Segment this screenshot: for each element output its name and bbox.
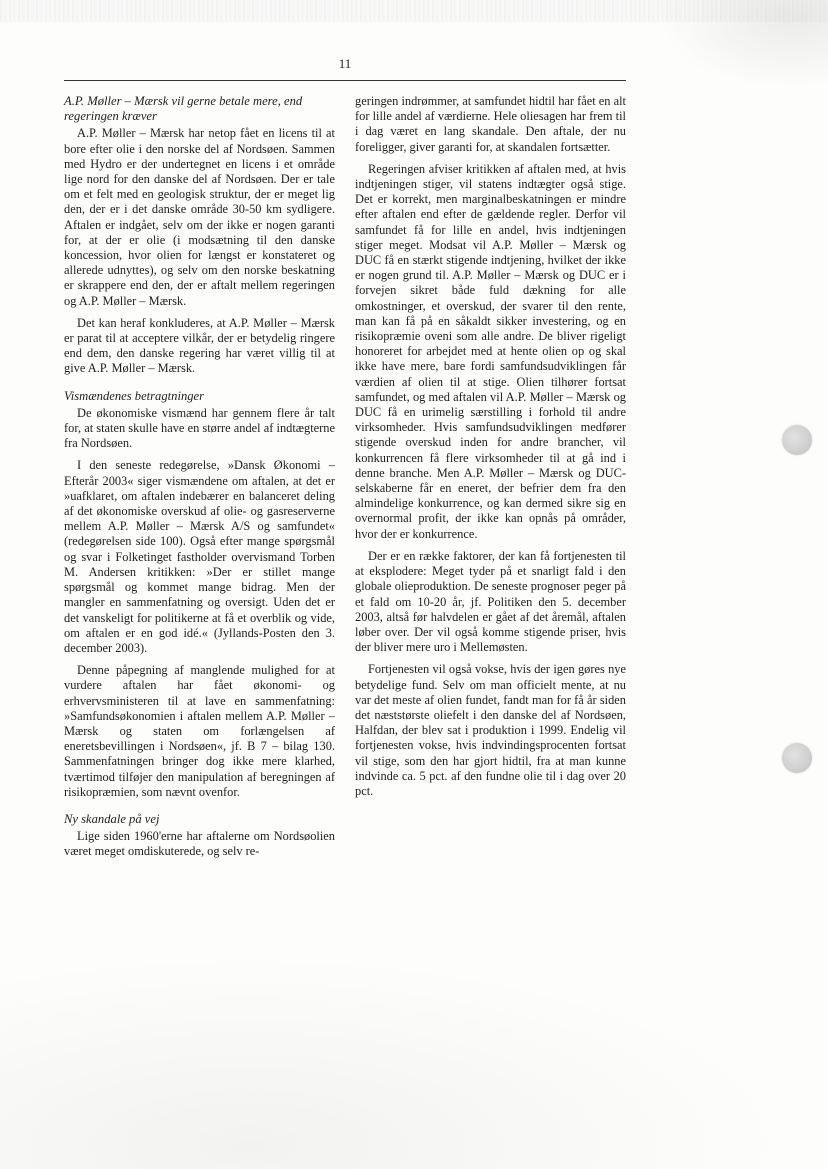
body-paragraph: Regeringen afviser kritikken af aftalen med, at hvis indtjeningen stiger, vil statens indtægter også stige. Det er korrekt, men marginalbeskatningen er mindre efter aftalen end efter de gældende regler. Derfor vil samfundet få for lille en andel, hvis indtjeningen stiger meget. Modsat vil A.P. Møller – Mærsk og DUC få en stærkt stigende indtjening, hvilket der ikke er nogen grund til. A.P. Møller – Mærsk og DUC er i forvejen sikret både fuld dækning for alle omkostninger, et overskud, der svarer til den rente, man kan få på en såkaldt sikker investering, og en risikopræmie oveni som alle andre. De bliver rigeligt honoreret for arbejdet med at hente olien op og skal ikke have mere, bare fordi samfundsudviklingen får værdien af olien til at stige. Olien tilhører fortsat samfundet, og med aftalen vil A.P. Møller – Mærsk og DUC få en urimelig særstilling i forhold til andre virksomheder. Hvis samfundsudviklingen medfører stigende overskud inden for andre brancher, vil konkurrencen få flere virksomheder til at gå ind i denne branche. Men A.P. Møller – Mærsk og DUC-selskaberne får en eneret, der befrier dem fra den almindelige konkurrence, og kan dermed sikre sig en overnormal profit, der ikke kan opnås på områder, hvor der er konkurrence.	[355, 161, 626, 541]
body-paragraph: A.P. Møller – Mærsk har netop fået en licens til at bore efter olie i den norske del af Nordsøen. Sammen med Hydro er der undertegnet en licens i et område lige nord for den danske del af Nordsøen. Der er tale om et felt med en geologisk struktur, der er meget lig den, der er i det danske område 30-50 km sydligere. Aftalen er indgået, selv om der ikke er nogen garanti for, at der er olie (i modsætning til den danske koncession, hvor olien for længst er konstateret og allerede udnyttes), og selv om den norske beskatning er skrappere end den, der er aftalt mellem regeringen og A.P. Møller – Mærsk.	[64, 126, 335, 308]
body-paragraph: Fortjenesten vil også vokse, hvis der igen gøres nye betydelige fund. Selv om man officielt mente, at nu var det meste af olien fundet, fandt man for få år siden det næststørste oliefelt i den danske del af Nordsøen, Halfdan, der blev sat i produktion i 1999. Endelig vil fortjenesten vokse, hvis indvindingsprocenten fortsat vil stige, som den har gjort hidtil, fra at man kunne indvinde ca. 5 pct. af den fundne olie til i dag over 20 pct.	[355, 662, 626, 798]
header-rule	[64, 80, 626, 81]
page-number: 11	[338, 56, 352, 71]
punch-hole-bottom	[782, 743, 812, 773]
left-column	[64, 94, 335, 867]
body-paragraph: geringen indrømmer, at samfundet hidtil har fået en alt for lille andel af værdierne. Hele oliesagen har frem til i dag været en lang skandale. Den aftale, der nu foreligger, giver garanti for, at skandalen fortsætter.	[355, 94, 626, 154]
section-heading: A.P. Møller – Mærsk vil gerne betale mere, end regeringen kræver	[64, 94, 303, 124]
section-heading: Vismændenes betragtninger	[64, 388, 205, 403]
body-paragraph: Det kan heraf konkluderes, at A.P. Møller – Mærsk er parat til at acceptere vilkår, der er betydelig ringere end dem, den danske regering har været villig til at give A.P. Møller – Mærsk.	[64, 315, 335, 376]
body-paragraph: Der er en række faktorer, der kan få fortjenesten til at eksplodere: Meget tyder på et snarligt fald i den globale olieproduktion. De seneste prognoser peger på et fald om 10-20 år, jf. Politiken den 5. december 2003, altså før halvdelen er gået af det åremål, aftalen løber over. Der vil også komme stigende priser, hvis der bliver mere uro i Mellemøsten.	[355, 548, 626, 655]
body-paragraph: I den seneste redegørelse, »Dansk Økonomi – Efterår 2003« siger vismændene om aftalen, at det er »uafklaret, om aftalen indebærer en balanceret deling af det økonomiske overskud af olie- og gasreserverne mellem A.P. Møller – Mærsk A/S og samfundet« (redegørelsen side 100). Også efter mange spørgsmål og svar i Folketinget fastholder overvismand Torben M. Andersen kritikken: »Der er stillet mange spørgsmål og kommet mange bidrag. Men der mangler en sammenfatning og oversigt. Uden det er det vanskeligt for politikerne at få et overblik og vide, om aftalen er en god idé.« (Jyllands-Posten den 3. december 2003).	[64, 458, 335, 655]
section-heading: Ny skandale på vej	[64, 811, 160, 826]
scan-noise-bottom	[0, 939, 828, 1169]
scan-noise-corner	[658, 0, 828, 90]
punch-hole-top	[782, 425, 812, 455]
body-paragraph: De økonomiske vismænd har gennem flere år talt for, at staten skulle have en større andel af indtægterne fra Nordsøen.	[64, 405, 335, 451]
body-paragraph: Denne påpegning af manglende mulighed for at vurdere aftalen har fået økonomi- og erhvervsministeren til at lave en sammenfatning: »Samfundsøkonomien i aftalen mellem A.P. Møller – Mærsk og staten om forlængelsen af eneretsbevillingen i Nordsøen«, jf. B 7 – bilag 130. Sammenfatningen bringer dog ikke mere klarhed, tværtimod tilføjer den manipulation af beregningen af risikopræmien, som nævnt ovenfor.	[64, 663, 335, 799]
right-column	[355, 94, 626, 806]
body-paragraph: Lige siden 1960'erne har aftalerne om Nordsøolien været meget omdiskuterede, og selv re-	[64, 829, 335, 859]
